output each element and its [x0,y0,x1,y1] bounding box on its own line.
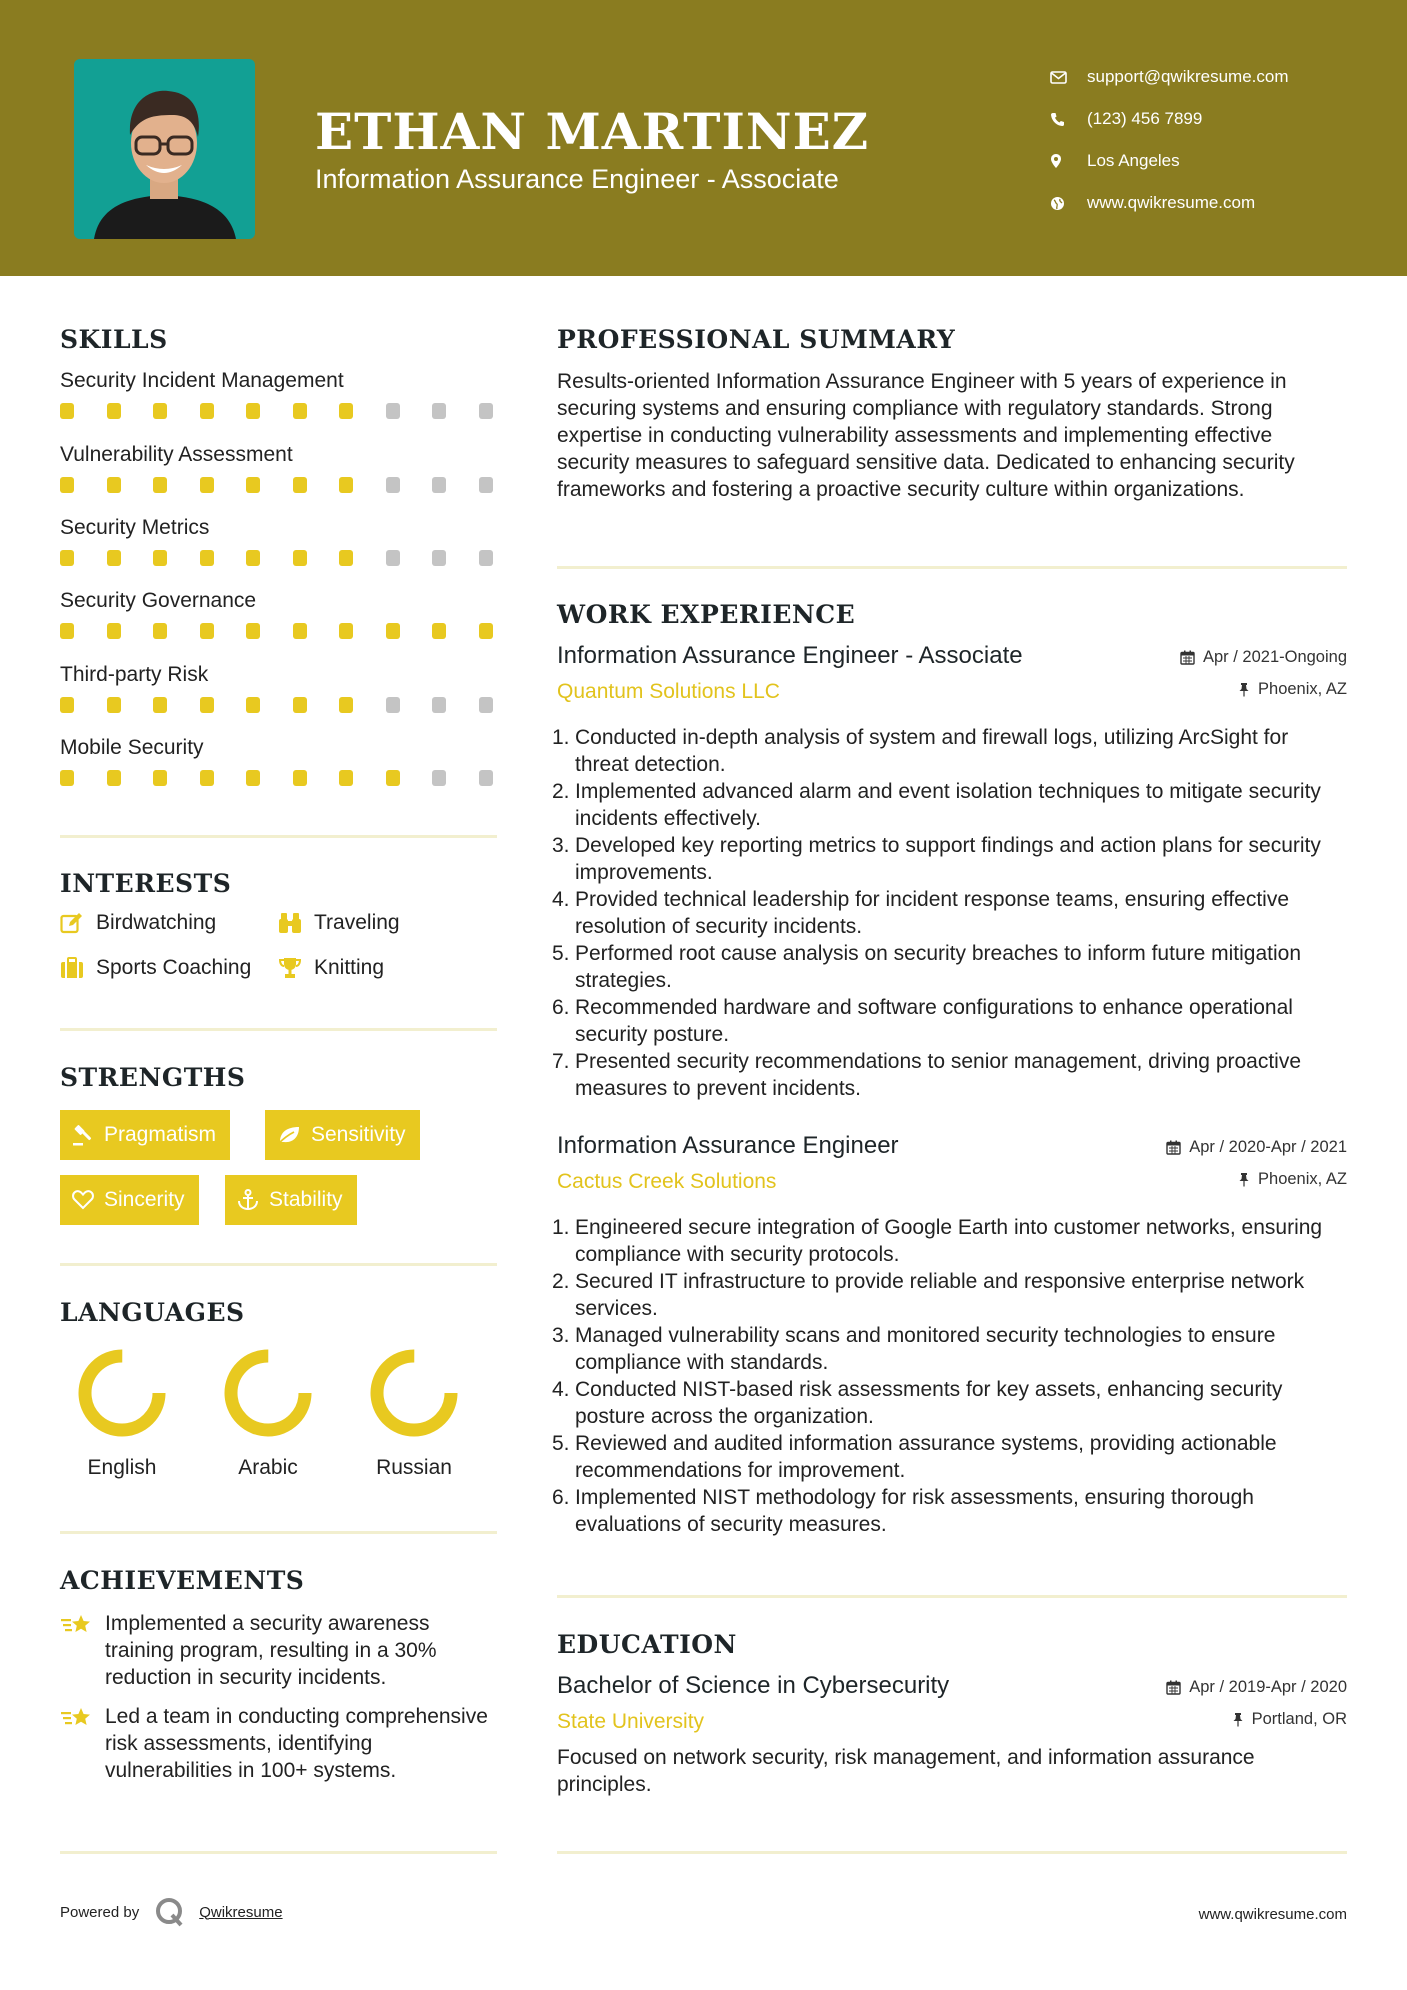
section-divider [557,566,1347,569]
skill-dot-filled [107,770,121,786]
skill-dot-filled [246,403,260,419]
calendar-icon [1166,1680,1181,1695]
summary-text: Results-oriented Information Assurance Engineer with 5 years of experience in securing systems and ensuring compliance with regulatory standards. Strong expertise in conducting vulnerability assessments and implementing effective security measures to safeguard sensitive data. Dedicated to enhancing security frameworks and fostering a proactive security culture within organizations. [557,370,1295,501]
language-label: Arabic [238,1456,298,1479]
job-location [1238,680,1347,699]
skill-dot-filled [153,623,167,639]
job-bullet: 3. Developed key reporting metrics to support findings and action plans for security improvements. [552,834,1321,884]
achievement-text: Led a team in conducting comprehensive risk assessments, identifying vulnerabilities in 100+ systems. [105,1705,488,1782]
skill-item [60,443,497,467]
skill-dot-filled [107,697,121,713]
interest-label: Traveling [314,911,400,934]
strength-label: Pragmatism [104,1123,217,1146]
education-heading: EDUCATION [557,1630,737,1659]
skill-dot-filled [293,477,307,493]
languages-heading: LANGUAGES [60,1298,245,1327]
language-item [344,1348,484,1480]
skill-dot-filled [293,403,307,419]
strength-tag [225,1175,357,1225]
skill-dot-filled [246,770,260,786]
job-title: Information Assurance Engineer - Associate [557,642,1023,669]
achievement-text: Implemented a security awareness training program, resulting in a 30% reduction in security incidents. [105,1612,437,1689]
skill-item [60,663,497,687]
language-level-arc [85,1356,159,1430]
job-title: Information Assurance Engineer [557,1132,899,1159]
skill-dot-empty [432,477,446,493]
skill-dot-filled [246,623,260,639]
skill-dot-filled [153,697,167,713]
job-location-text: Phoenix, AZ [1258,680,1347,698]
trophy-icon [278,957,314,979]
binoculars-icon [278,912,314,934]
interest-label: Birdwatching [96,911,217,934]
job-bullet: 4. Conducted NIST-based risk assessments for key assets, enhancing security posture across the organization. [552,1378,1283,1428]
strength-tag [60,1175,199,1225]
job-bullet: 6. Recommended hardware and software configurations to enhance operational security posture. [552,996,1293,1046]
skill-dot-filled [339,697,353,713]
degree-title: Bachelor of Science in Cybersecurity [557,1672,950,1699]
skill-dot-empty [432,697,446,713]
job-bullets [552,724,1347,1102]
company-name: Cactus Creek Solutions [557,1170,777,1193]
summary-heading: PROFESSIONAL SUMMARY [557,325,956,354]
candidate-name: ETHAN MARTINEZ [315,102,870,161]
skill-item [60,516,497,540]
skill-dot-filled [107,403,121,419]
achievements-heading: ACHIEVEMENTS [60,1566,305,1595]
calendar-icon [1180,650,1195,665]
skill-dot-empty [479,477,493,493]
job-date-text: Apr / 2020-Apr / 2021 [1189,1138,1347,1156]
interest-label: Knitting [314,956,385,979]
skill-dot-filled [246,477,260,493]
skill-name: Security Metrics [60,516,210,539]
contact-website[interactable] [1050,182,1289,224]
section-divider [60,1028,497,1031]
skill-dot-filled [200,697,214,713]
skill-dot-filled [293,550,307,566]
skill-item [60,736,497,760]
section-divider [60,1263,497,1266]
education-date-text: Apr / 2019-Apr / 2020 [1189,1678,1347,1696]
skill-dot-filled [246,697,260,713]
skill-dot-filled [200,477,214,493]
job-bullet: 6. Implemented NIST methodology for risk assessments, ensuring thorough evaluations of security measures. [552,1486,1254,1536]
contact-email-text: support@qwikresume.com [1087,67,1289,86]
school-name: State University [557,1710,705,1733]
skill-dot-filled [386,623,400,639]
achievement-item [60,1703,497,1784]
gavel-icon [72,1124,94,1146]
strength-label: Stability [269,1188,343,1211]
skill-dot-filled [60,697,74,713]
pushpin-icon [1238,682,1250,697]
skill-dot-filled [153,403,167,419]
contact-list [1050,56,1289,224]
skill-rating [60,477,497,493]
skill-item [60,369,497,393]
skill-dot-filled [107,550,121,566]
skill-dot-filled [386,770,400,786]
skill-dot-filled [432,623,446,639]
skill-dot-filled [339,623,353,639]
skill-dot-filled [200,623,214,639]
job-entry [552,642,1347,1100]
skill-dot-empty [386,697,400,713]
skill-dot-filled [293,697,307,713]
job-bullet: 1. Conducted in-depth analysis of system and firewall logs, utilizing ArcSight for threat detection. [552,726,1289,776]
skill-dot-filled [293,770,307,786]
education-date [1166,1678,1347,1697]
language-level-arc [231,1356,305,1430]
skill-dot-filled [107,477,121,493]
achievement-item [60,1610,497,1691]
skill-dot-filled [60,623,74,639]
header-banner [0,0,1407,276]
skill-dot-filled [153,477,167,493]
skill-dot-empty [479,770,493,786]
powered-by-label: Powered by [60,1903,140,1921]
job-bullet: 3. Managed vulnerability scans and monitored security technologies to ensure compliance with standards. [552,1324,1276,1374]
interest-item [278,956,384,980]
pushpin-icon [1238,1172,1250,1187]
skill-name: Third-party Risk [60,663,209,686]
skill-rating [60,550,497,566]
skill-dot-filled [246,550,260,566]
skill-dot-filled [200,770,214,786]
skill-dot-empty [432,403,446,419]
skill-rating [60,623,497,639]
skill-dot-empty [479,403,493,419]
section-divider [557,1595,1347,1598]
language-item [52,1348,192,1480]
skill-dot-filled [339,403,353,419]
calendar-icon [1166,1140,1181,1155]
job-bullet: 5. Performed root cause analysis on security breaches to inform future mitigation strategies. [552,942,1302,992]
job-date [1180,648,1347,667]
contact-location-text: Los Angeles [1087,151,1180,170]
job-bullet: 5. Reviewed and audited information assurance systems, providing actionable recommendations for improvement. [552,1432,1277,1482]
skill-dot-filled [60,403,74,419]
shooting-star-icon [60,1610,105,1691]
skill-dot-filled [479,623,493,639]
job-location-text: Phoenix, AZ [1258,1170,1347,1188]
skill-rating [60,770,497,786]
interest-label: Sports Coaching [96,956,252,979]
language-label: English [87,1456,157,1479]
job-bullet: 2. Implemented advanced alarm and event isolation techniques to mitigate security incidents effectively. [552,780,1321,830]
skill-dot-empty [479,550,493,566]
skill-rating [60,697,497,713]
strength-label: Sincerity [104,1188,185,1211]
skill-name: Security Incident Management [60,369,344,392]
location-pin-icon [1050,153,1087,169]
strength-tag [60,1110,230,1160]
language-progress-ring [369,1348,459,1438]
strengths-heading: STRENGTHS [60,1063,246,1092]
job-bullets [552,1214,1347,1538]
job-bullet: 1. Engineered secure integration of Google Earth into customer networks, ensuring compliance with security protocols. [552,1216,1323,1266]
job-date [1166,1138,1347,1157]
language-label: Russian [376,1456,452,1479]
job-bullet: 4. Provided technical leadership for incident response teams, ensuring effective resolution of security incidents. [552,888,1290,938]
profile-photo [74,59,255,239]
job-location [1238,1170,1347,1189]
heart-icon [72,1190,94,1210]
section-divider [557,1851,1347,1854]
shooting-star-icon [60,1703,105,1784]
skill-dot-filled [60,477,74,493]
contact-phone-text: (123) 456 7899 [1087,109,1203,128]
skills-heading: SKILLS [60,325,168,354]
footer-powered-by [60,1897,283,1927]
skill-name: Mobile Security [60,736,204,759]
contact-phone[interactable] [1050,98,1289,140]
contact-email[interactable] [1050,56,1289,98]
language-level-arc [377,1356,451,1430]
job-date-text: Apr / 2021-Ongoing [1202,648,1347,666]
education-location [1232,1710,1347,1729]
skill-dot-filled [339,770,353,786]
globe-icon [1050,196,1087,211]
skill-item [60,589,497,613]
anchor-icon [237,1189,259,1211]
phone-icon [1050,112,1087,127]
job-entry [552,1132,1347,1536]
interest-item [60,956,251,980]
interest-item [278,911,400,935]
language-item [198,1348,338,1480]
contact-website-text: www.qwikresume.com [1087,193,1256,212]
interest-item [60,911,216,935]
skill-dot-filled [153,770,167,786]
skill-name: Vulnerability Assessment [60,443,293,466]
language-progress-ring [223,1348,313,1438]
skill-dot-filled [339,550,353,566]
strength-tag [265,1110,420,1160]
education-description: Focused on network security, risk management, and information assurance principles. [557,1746,1255,1796]
pushpin-icon [1232,1712,1244,1727]
section-divider [60,1851,497,1854]
interests-heading: INTERESTS [60,869,232,898]
experience-heading: WORK EXPERIENCE [557,600,856,629]
qwikresume-link[interactable]: Qwikresume [199,1903,283,1921]
skill-dot-filled [60,770,74,786]
education-location-text: Portland, OR [1251,1710,1347,1728]
company-name: Quantum Solutions LLC [557,680,780,703]
skill-dot-filled [153,550,167,566]
skill-dot-filled [293,623,307,639]
skill-dot-filled [107,623,121,639]
skill-dot-empty [386,403,400,419]
briefcase-icon [60,957,96,979]
qwikresume-logo-icon [155,1897,185,1927]
contact-location [1050,140,1289,182]
skill-dot-empty [432,770,446,786]
footer-url[interactable]: www.qwikresume.com [1198,1906,1347,1923]
section-divider [60,835,497,838]
strength-label: Sensitivity [311,1123,406,1146]
skill-dot-filled [200,403,214,419]
language-progress-ring [77,1348,167,1438]
pencil-square-icon [60,912,96,934]
candidate-title: Information Assurance Engineer - Associate [315,164,839,194]
skill-dot-filled [200,550,214,566]
leaf-icon [277,1125,301,1145]
skill-name: Security Governance [60,589,257,612]
skill-rating [60,403,497,419]
envelope-icon [1050,71,1087,84]
skill-dot-empty [479,697,493,713]
skill-dot-empty [386,477,400,493]
skill-dot-empty [432,550,446,566]
skill-dot-filled [339,477,353,493]
section-divider [60,1531,497,1534]
education-entry [557,1672,1347,1796]
skill-dot-empty [386,550,400,566]
job-bullet: 7. Presented security recommendations to senior management, driving proactive measures to prevent incidents. [552,1050,1302,1100]
skill-dot-filled [60,550,74,566]
job-bullet: 2. Secured IT infrastructure to provide reliable and responsive enterprise network services. [552,1270,1305,1320]
